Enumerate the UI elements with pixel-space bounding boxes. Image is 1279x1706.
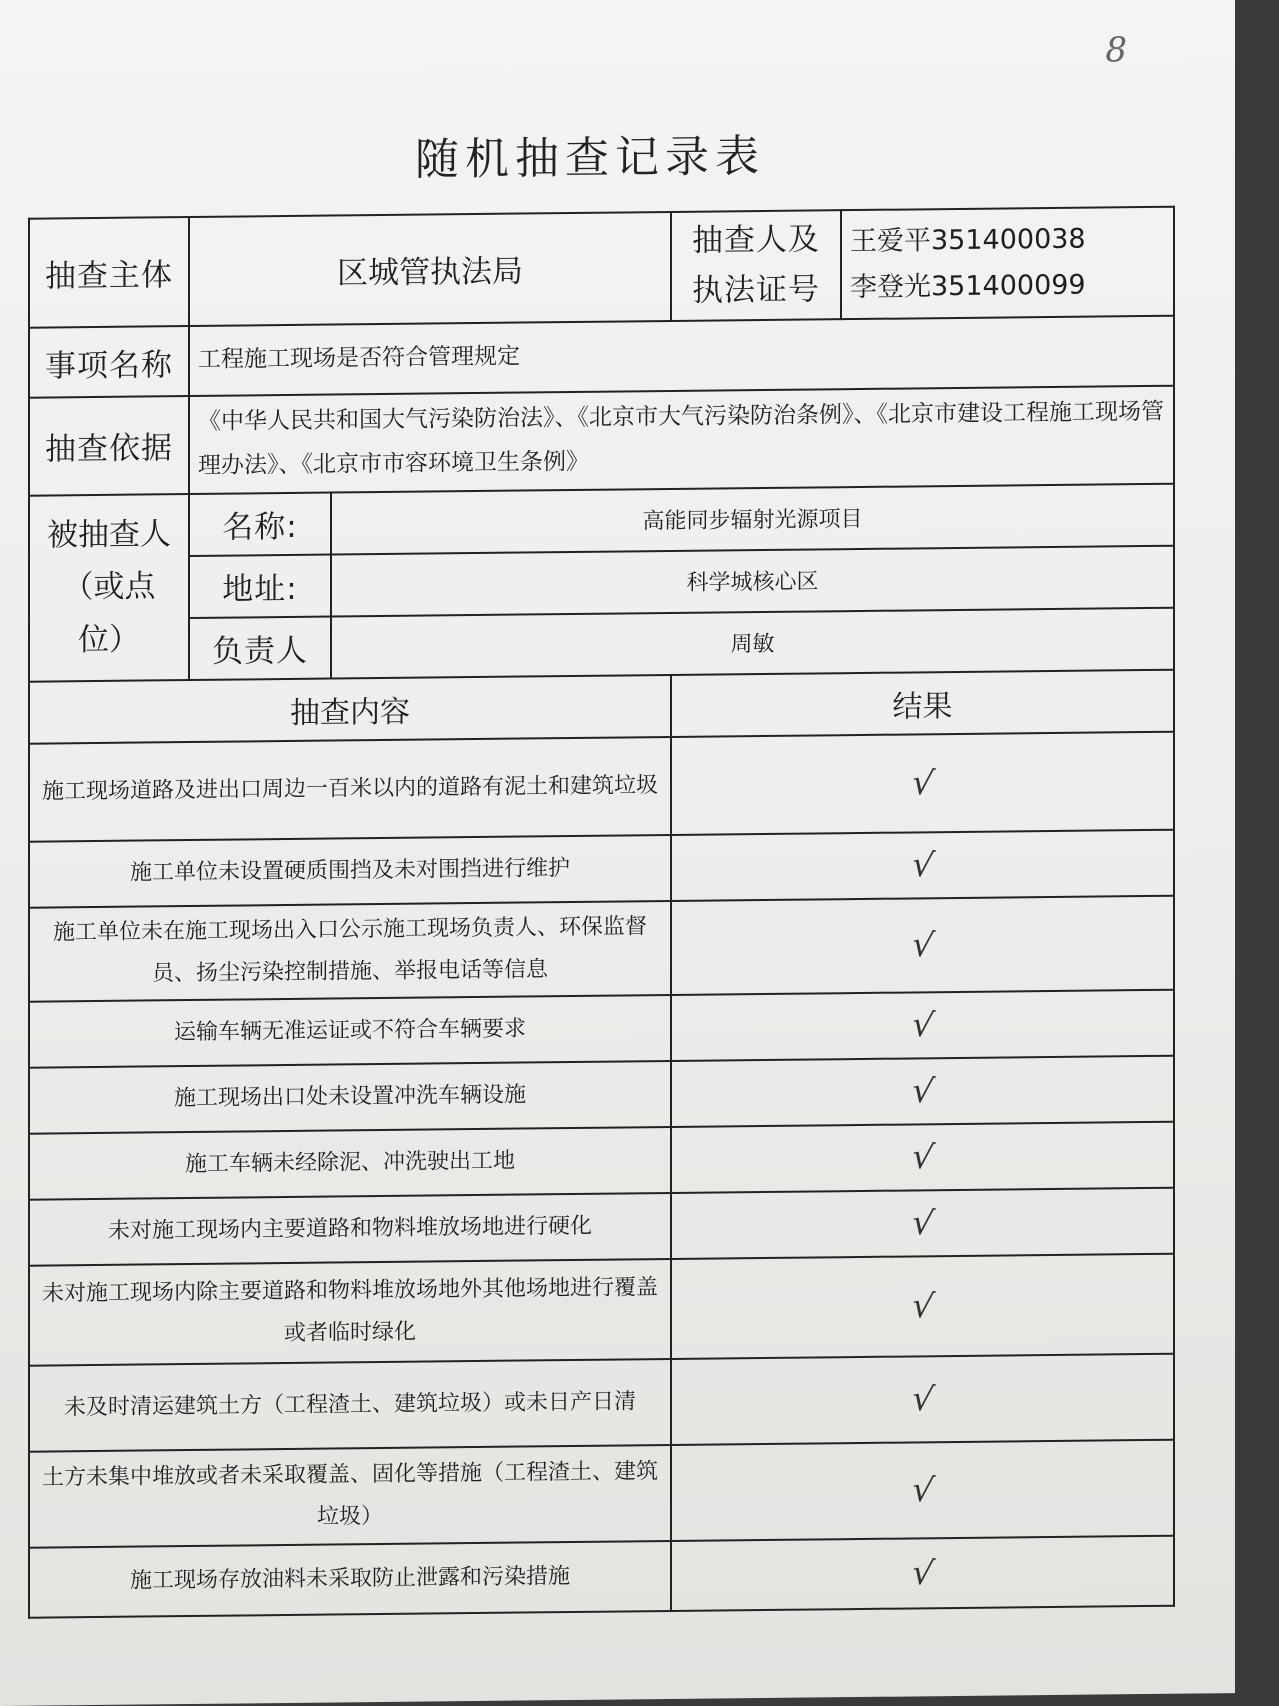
item-text: 施工单位未设置硬质围挡及未对围挡进行维护: [29, 835, 671, 908]
item-text: 施工现场存放油料未采取防止泄露和污染措施: [29, 1541, 671, 1618]
check-mark-icon: √: [908, 1003, 937, 1047]
matter-label: 事项名称: [29, 326, 189, 398]
inspected-person-label: 负责人: [189, 616, 331, 679]
item-result-check: [671, 1055, 1174, 1126]
check-mark-icon: √: [908, 1468, 937, 1512]
inspectors-list: [841, 207, 1174, 320]
check-mark-icon: √: [908, 761, 937, 805]
inspector-2: 李登光351400099: [850, 269, 1086, 303]
item-result-check: [671, 829, 1174, 900]
subject-label: 抽查主体: [29, 217, 189, 328]
inspector-1: 王爱平351400038: [850, 223, 1086, 257]
check-mark-icon: √: [908, 1551, 937, 1595]
record-form-table: [28, 206, 1175, 1619]
subject-value: 区城管执法局: [189, 212, 671, 326]
check-mark-icon: √: [908, 1069, 937, 1113]
item-text: 施工单位未在施工现场出入口公示施工现场负责人、环保监督员、扬尘污染控制措施、举报电话等信息: [29, 901, 671, 1002]
inspected-label: 被抽查人（或点位）: [29, 494, 189, 682]
check-mark-icon: √: [908, 1135, 937, 1179]
item-result-check: [671, 1439, 1174, 1540]
page-number-mark: 8: [1105, 30, 1127, 71]
check-mark-icon: √: [908, 843, 937, 887]
item-result-check: [671, 1121, 1174, 1192]
basis-row: [29, 386, 1174, 495]
item-row: [29, 1535, 1174, 1617]
matter-value: 工程施工现场是否符合管理规定: [189, 316, 1174, 396]
subject-row: [29, 207, 1174, 328]
item-row: [29, 1187, 1174, 1265]
inspected-name-value: 高能同步辐射光源项目: [331, 483, 1174, 554]
item-row: [29, 1353, 1174, 1451]
item-row: [29, 1253, 1174, 1365]
document-title: 随机抽查记录表: [415, 130, 765, 186]
item-text: 施工现场道路及进出口周边一百米以内的道路有泥土和建筑垃圾: [29, 737, 671, 842]
item-result-check: [671, 989, 1174, 1060]
item-result-check: [671, 1187, 1174, 1258]
item-result-check: [671, 1353, 1174, 1444]
check-mark-icon: √: [908, 1201, 937, 1245]
item-row: [29, 1121, 1174, 1199]
inspected-name-label: 名称:: [189, 492, 331, 555]
item-row: [29, 895, 1174, 1001]
inspectors-label: 抽查人及执法证号: [671, 210, 841, 321]
content-header: 抽查内容: [29, 675, 671, 744]
item-row: [29, 1055, 1174, 1133]
inspected-address-label: 地址:: [189, 554, 331, 617]
item-result-check: [671, 731, 1174, 834]
item-row: [29, 731, 1174, 841]
item-result-check: [671, 1253, 1174, 1358]
check-mark-icon: √: [908, 923, 937, 967]
item-result-check: [671, 1535, 1174, 1610]
matter-row: [29, 316, 1174, 398]
inspected-person-value: 周敏: [331, 607, 1174, 678]
item-text: 运输车辆无准运证或不符合车辆要求: [29, 995, 671, 1068]
item-text: 未及时清运建筑土方（工程渣土、建筑垃圾）或未日产日清: [29, 1359, 671, 1452]
check-mark-icon: √: [908, 1284, 937, 1328]
check-mark-icon: √: [908, 1377, 937, 1421]
item-text: 未对施工现场内除主要道路和物料堆放场地外其他场地进行覆盖或者临时绿化: [29, 1259, 671, 1366]
inspected-address-value: 科学城核心区: [331, 545, 1174, 616]
basis-value: 《中华人民共和国大气污染防治法》、《北京市大气污染防治条例》、《北京市建设工程施工现场管理办法》、《北京市市容环境卫生条例》: [189, 386, 1174, 494]
item-result-check: [671, 895, 1174, 994]
item-text: 施工车辆未经除泥、冲洗驶出工地: [29, 1127, 671, 1200]
item-text: 土方未集中堆放或者未采取覆盖、固化等措施（工程渣土、建筑垃圾）: [29, 1445, 671, 1548]
item-text: 未对施工现场内主要道路和物料堆放场地进行硬化: [29, 1193, 671, 1266]
item-row: [29, 989, 1174, 1067]
item-row: [29, 1439, 1174, 1547]
basis-label: 抽查依据: [29, 396, 189, 495]
item-row: [29, 829, 1174, 907]
item-text: 施工现场出口处未设置冲洗车辆设施: [29, 1061, 671, 1134]
result-header: 结果: [671, 669, 1174, 736]
